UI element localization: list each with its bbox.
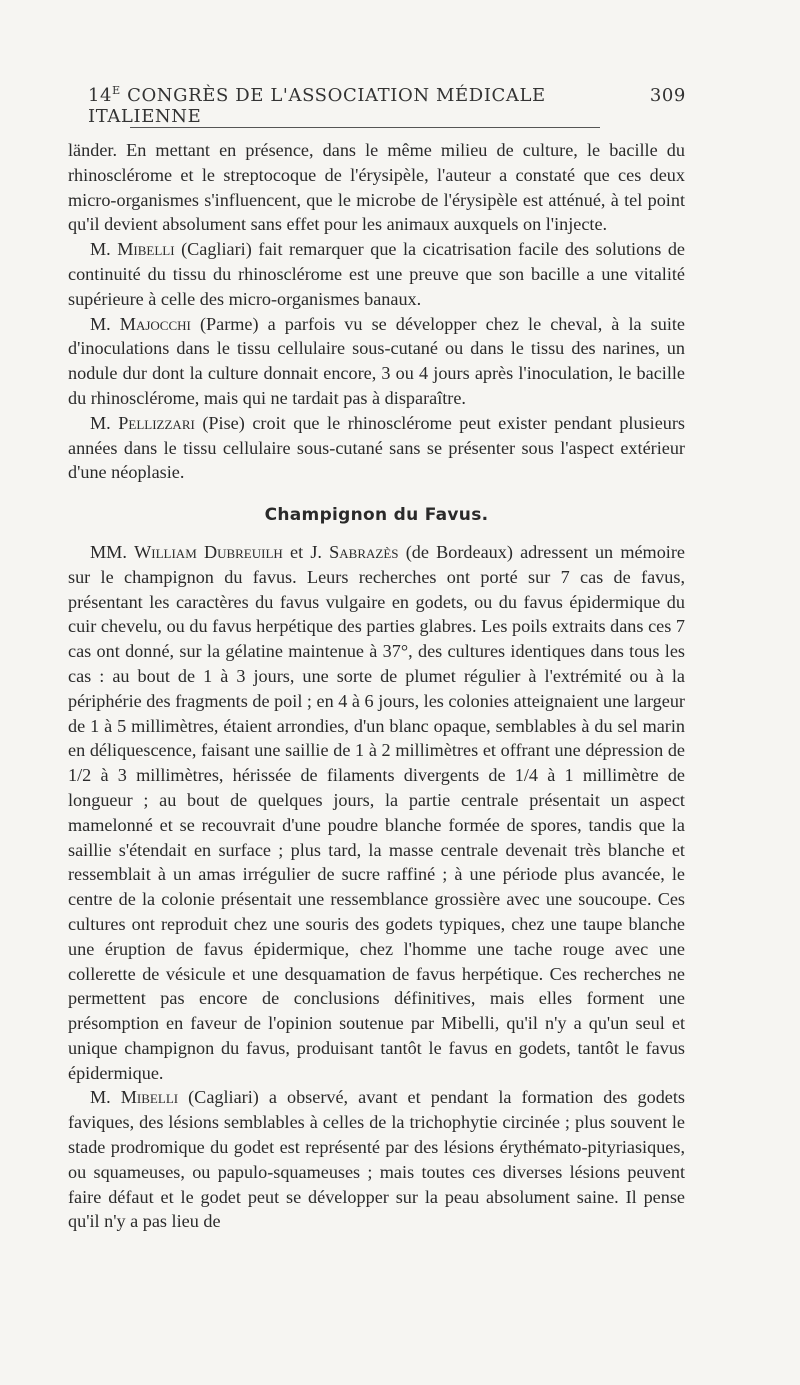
paragraph-1: länder. En mettant en présence, dans le même milieu de culture, le bacille du rhinosclérome et le streptocoque de l'érysipèle, l'auteur a constaté que ces deux micro-organismes s'influencent, que le microbe de l'érysipèle est atténué, à tel point qu'il devient absolument sans effet pour les animaux auxquels on l'injecte.	[68, 140, 685, 235]
paragraph-4-prefix: M.	[90, 412, 119, 433]
header-title	[88, 84, 650, 127]
paragraph-2-prefix: M.	[90, 239, 118, 260]
paragraph-4-text: (Pise) croit que le rhinosclérome peut exister pendant plusieurs années dans le tissu cellulaire sous-cutané sans se présenter sous l'aspect extérieur d'une néoplasie.	[68, 412, 685, 483]
section-title: Champignon du Favus.	[264, 505, 489, 526]
paragraph-3	[68, 312, 685, 411]
paragraph-4	[68, 411, 685, 485]
running-header	[88, 84, 686, 127]
paragraph-6-text: (Cagliari) a observé, avant et pendant la formation des godets faviques, des lésions semblables à celles de la trichophytie circinée ; plus souvent le stade prodromique du godet est représenté par des lésions érythémato-pityriasiques, ou squameuses, ou papulo-squameuses ; mais toutes ces diverses lésions peuvent faire défaut et le godet peut se développer sur la peau absolument saine. Il pense qu'il n'y a pas lieu de	[68, 1087, 685, 1232]
paragraph-3-text: (Parme) a parfois vu se développer chez le cheval, à la suite d'inoculations dans le tissu cellulaire sous-cutané ou dans le tissu des narines, un nodule dur dont la culture donnait encore, 3 ou 4 jours après l'inoculation, le bacille du rhinosclérome, mais qui ne tardait pas à disparaître.	[68, 313, 686, 408]
paragraph-2-author: Mibelli	[117, 239, 175, 260]
header-title-text: CONGRÈS DE L'ASSOCIATION MÉDICALE ITALIENNE	[88, 85, 546, 127]
page-number: 309	[649, 85, 686, 106]
paragraph-5	[68, 540, 685, 1086]
header-title-superscript: E	[112, 84, 121, 97]
paragraph-4-author: Pellizzari	[118, 412, 195, 433]
header-title-number: 14	[88, 85, 113, 106]
paragraph-5-author-1: William Dubreuilh	[134, 541, 283, 562]
paragraph-5-conjunction: et J.	[282, 541, 330, 562]
paragraph-6	[68, 1085, 685, 1234]
paragraph-6-prefix: M.	[90, 1087, 121, 1108]
header-rule	[130, 127, 600, 128]
paragraph-3-prefix: M.	[90, 313, 120, 334]
paragraph-2	[68, 237, 685, 311]
paragraph-6-author: Mibelli	[120, 1087, 179, 1108]
paragraph-2-text: (Cagliari) fait remarquer que la cicatrisation facile des solutions de continuité du tissu du rhinosclérome est une preuve que son bacille a une vitalité supérieure à celle des micro-organismes banaux.	[68, 239, 686, 309]
paragraph-5-prefix: MM.	[90, 541, 135, 562]
page-body	[68, 138, 685, 1234]
paragraph-5-text: (de Bordeaux) adressent un mémoire sur le champignon du favus. Leurs recherches ont porté sur 7 cas de favus, présentant les caractères du favus vulgaire en godets, ou du favus épidermique du cuir chevelu, ou du favus herpétique des parties glabres. Les poils extraits dans ces 7 cas ont donné, sur la gélatine maintenue à 37°, des cultures identiques dans tous les cas : au bout de 1 à 3 jours, une sorte de plumet régulier à l'extrémité ou à la périphérie des fragments de poil ; en 4 à 6 jours, les colonies atteignaient une largeur de 1 à 5 millimètres, étaient arrondies, d'un blanc opaque, semblables à du sel marin en déliquescence, faisant une saillie de 1 à 2 millimètres et offrant une dépression de 1/2 à 3 millimètres, hérissée de filaments divergents de 1/4 à 1 millimètre de longueur ; au bout de quelques jours, la partie centrale présentait un aspect mamelonné et se recouvrait d'une poudre blanche formée de spores, tandis que la saillie s'étendait en surface ; plus tard, la masse centrale devenait très blanche et ressemblait à un amas irrégulier de sucre raffiné ; à une période plus avancée, le centre de la colonie présentait une ressemblance grossière avec une soucoupe. Ces cultures ont reproduit chez une souris des godets typiques, chez une taupe blanche une éruption de favus épidermique, chez l'homme une tache rouge avec une collerette de vésicule et une desquamation de favus herpétique. Ces recherches ne permettent pas encore de conclusions définitives, mais elles forment une présomption en faveur de l'opinion soutenue par Mibelli, qu'il n'y a qu'un seul et unique champignon du favus, produisant tantôt le favus en godets, tantôt le favus épidermique.	[68, 541, 685, 1083]
paragraph-5-author-2: Sabrazès	[329, 541, 399, 562]
paragraph-3-author: Majocchi	[119, 313, 191, 334]
